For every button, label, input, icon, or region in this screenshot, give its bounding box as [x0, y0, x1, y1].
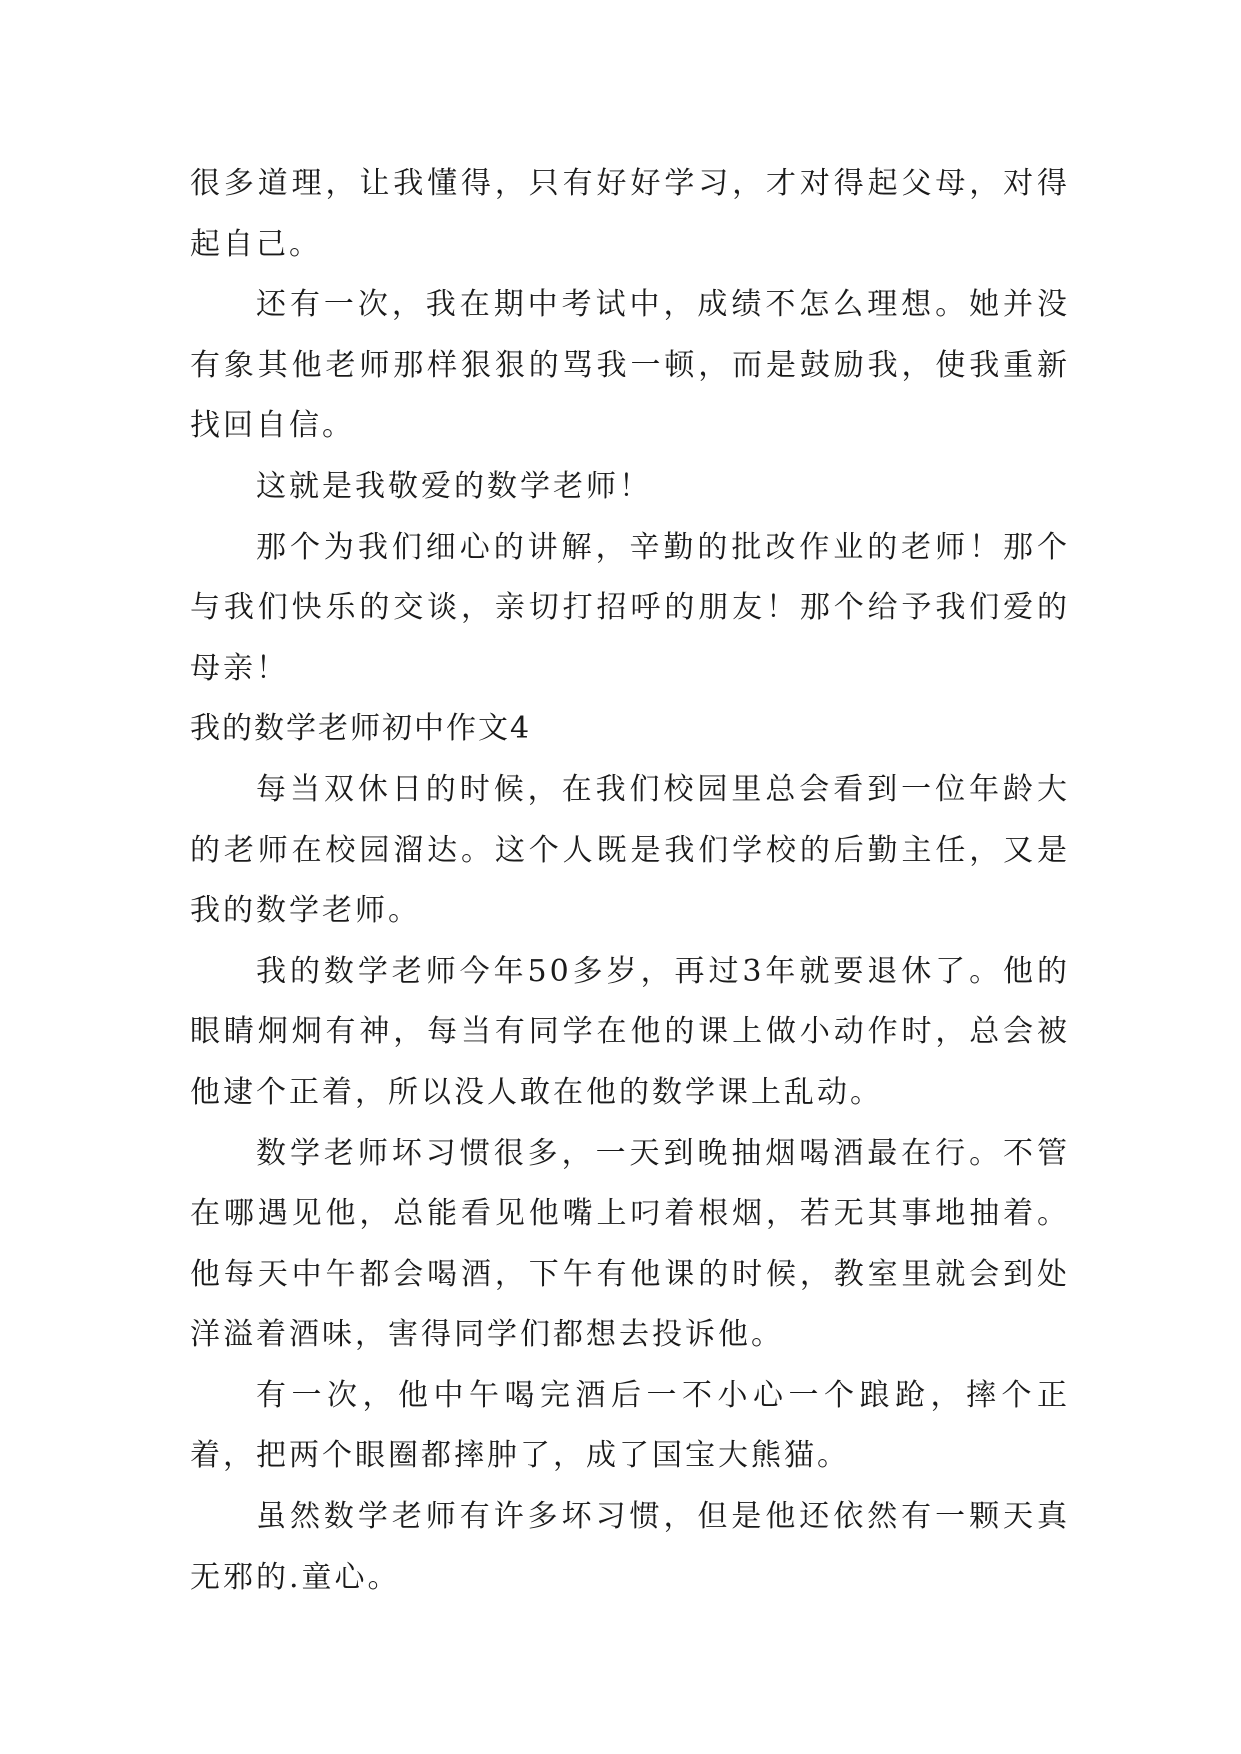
paragraph: 每当双休日的时候，在我们校园里总会看到一位年龄大的老师在校园溜达。这个人既是我们学校的后勤主任，又是我的数学老师。	[190, 771, 1070, 929]
paragraph-continuation: 很多道理，让我懂得，只有好好学习，才对得起父母，对得起自己。	[190, 166, 1070, 262]
paragraph: 那个为我们细心的讲解，辛勤的批改作业的老师！那个与我们快乐的交谈，亲切打招呼的朋友！那个给予我们爱的母亲！	[190, 529, 1070, 686]
paragraph: 还有一次，我在期中考试中，成绩不怎么理想。她并没有象其他老师那样狠狠的骂我一顿，而是鼓励我，使我重新找回自信。	[190, 287, 1070, 444]
paragraph: 数学老师坏习惯很多，一天到晚抽烟喝酒最在行。不管在哪遇见他，总能看见他嘴上叼着根烟，若无其事地抽着。他每天中午都会喝酒，下午有他课的时候，教室里就会到处洋溢着酒味，害得同学们都想去投诉他。	[190, 1135, 1070, 1353]
paragraph: 虽然数学老师有许多坏习惯，但是他还依然有一颗天真无邪的.童心。	[190, 1499, 1070, 1595]
paragraph: 有一次，他中午喝完酒后一不小心一个踉跄，摔个正着，把两个眼圈都摔肿了，成了国宝大熊猫。	[190, 1377, 1070, 1474]
paragraph: 我的数学老师今年50多岁，再过3年就要退休了。他的眼睛炯炯有神，每当有同学在他的课上做小动作时，总会被他逮个正着，所以没人敢在他的数学课上乱动。	[190, 953, 1070, 1110]
paragraph: 这就是我敬爱的数学老师！	[256, 468, 652, 504]
section-heading: 我的数学老师初中作文4	[190, 711, 532, 747]
document-body	[190, 154, 1070, 1608]
